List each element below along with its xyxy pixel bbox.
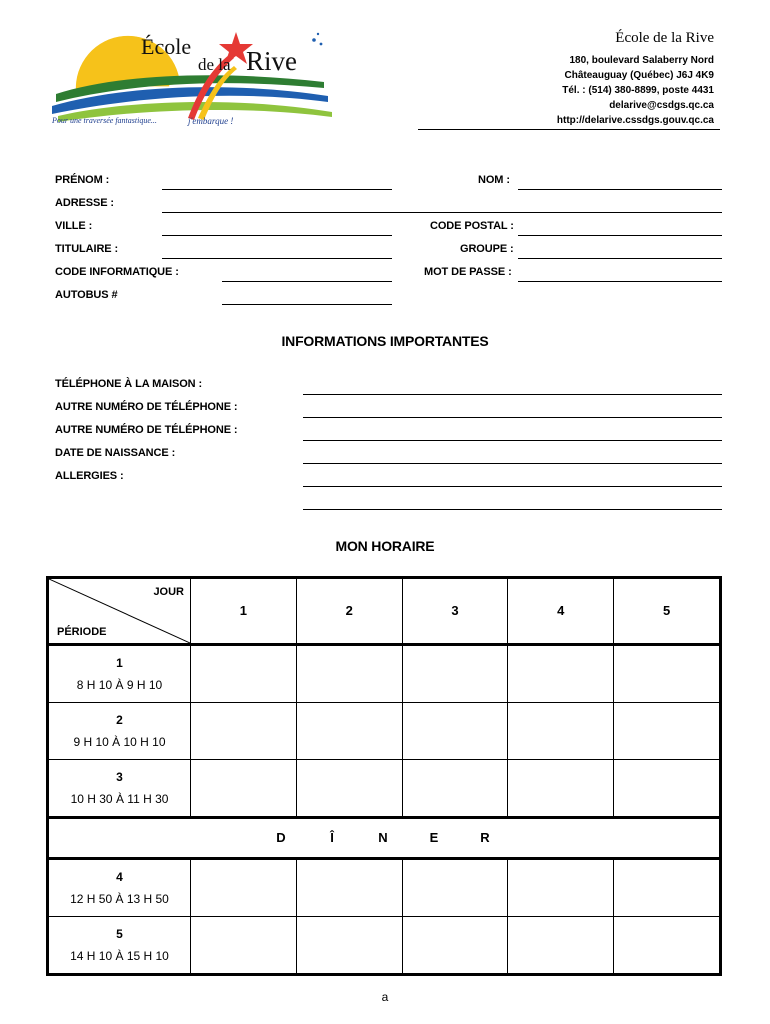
day-label: 1 bbox=[239, 603, 248, 618]
schedule-cell[interactable] bbox=[191, 645, 297, 703]
schedule-cell[interactable] bbox=[296, 859, 402, 917]
lunch-letter: N bbox=[378, 830, 390, 845]
schedule-cell[interactable] bbox=[296, 917, 402, 974]
nom-field[interactable] bbox=[518, 189, 722, 190]
page-footer: a bbox=[381, 990, 389, 1004]
ville-label: VILLE : bbox=[55, 220, 93, 232]
logo-word-ecole: École bbox=[141, 34, 192, 59]
logo-word-rive: Rive bbox=[246, 46, 297, 76]
period-time: 14 H 10 À 15 H 10 bbox=[70, 949, 169, 963]
header-divider bbox=[418, 129, 720, 130]
autobus-label: AUTOBUS # bbox=[55, 289, 118, 301]
phone-home-field[interactable] bbox=[303, 394, 722, 395]
schedule-cell[interactable] bbox=[508, 859, 614, 917]
period-time: 10 H 30 À 11 H 30 bbox=[70, 792, 169, 806]
code-informatique-field[interactable] bbox=[222, 281, 392, 282]
period-cell bbox=[49, 859, 191, 917]
period-number: 5 bbox=[116, 927, 123, 941]
schedule-cell[interactable] bbox=[191, 917, 297, 974]
schedule-cell[interactable] bbox=[402, 859, 508, 917]
schedule-cell[interactable] bbox=[402, 703, 508, 760]
schedule-cell[interactable] bbox=[508, 917, 614, 974]
schedule-cell[interactable] bbox=[614, 917, 720, 974]
schedule-cell[interactable] bbox=[614, 703, 720, 760]
period-row bbox=[49, 703, 720, 760]
period-row bbox=[49, 859, 720, 917]
period-number: 3 bbox=[116, 770, 123, 784]
groupe-label: GROUPE : bbox=[460, 243, 514, 255]
schedule-cell[interactable] bbox=[296, 645, 402, 703]
schedule-cell[interactable] bbox=[614, 859, 720, 917]
code-postal-label: CODE POSTAL : bbox=[430, 220, 514, 232]
lunch-label bbox=[257, 830, 512, 845]
period-number: 1 bbox=[116, 656, 123, 670]
phone-other1-label: AUTRE NUMÉRO DE TÉLÉPHONE : bbox=[55, 401, 238, 413]
nom-label: NOM : bbox=[478, 174, 510, 186]
period-cell bbox=[49, 645, 191, 703]
period-row bbox=[49, 917, 720, 974]
period-number: 4 bbox=[116, 870, 123, 884]
allergies-label: ALLERGIES : bbox=[55, 470, 124, 482]
period-row bbox=[49, 760, 720, 818]
day-header bbox=[296, 579, 402, 645]
mot-de-passe-field[interactable] bbox=[518, 281, 722, 282]
schedule-title: MON HORAIRE bbox=[335, 538, 435, 554]
school-name: École de la Rive bbox=[615, 30, 714, 46]
adresse-field[interactable] bbox=[162, 212, 722, 213]
titulaire-label: TITULAIRE : bbox=[55, 243, 119, 255]
school-email[interactable]: delarive@csdgs.qc.ca bbox=[609, 100, 714, 111]
ville-field[interactable] bbox=[162, 235, 392, 236]
day-label: 5 bbox=[662, 603, 671, 618]
school-logo bbox=[48, 22, 338, 134]
period-cell bbox=[49, 917, 191, 974]
code-postal-field[interactable] bbox=[518, 235, 722, 236]
logo-tagline: Pour une traversée fantastique... bbox=[52, 116, 157, 125]
schedule-cell[interactable] bbox=[402, 760, 508, 818]
schedule-cell[interactable] bbox=[191, 760, 297, 818]
schedule-cell[interactable] bbox=[508, 703, 614, 760]
schedule-cell[interactable] bbox=[191, 703, 297, 760]
groupe-field[interactable] bbox=[518, 258, 722, 259]
prenom-field[interactable] bbox=[162, 189, 392, 190]
school-url[interactable]: http://delarive.cssdgs.gouv.qc.ca bbox=[556, 115, 714, 126]
schedule-cell[interactable] bbox=[508, 645, 614, 703]
birthdate-label: DATE DE NAISSANCE : bbox=[55, 447, 176, 459]
period-time: 9 H 10 À 10 H 10 bbox=[73, 735, 166, 749]
birthdate-field[interactable] bbox=[303, 463, 722, 464]
lunch-letter: E bbox=[429, 830, 441, 845]
lunch-letter: Î bbox=[330, 830, 336, 845]
school-info bbox=[557, 30, 714, 128]
schedule-cell[interactable] bbox=[614, 760, 720, 818]
schedule-cell[interactable] bbox=[402, 645, 508, 703]
lunch-letter: D bbox=[276, 830, 288, 845]
schedule-cell[interactable] bbox=[402, 917, 508, 974]
phone-other1-field[interactable] bbox=[303, 417, 722, 418]
period-time: 8 H 10 À 9 H 10 bbox=[76, 678, 163, 692]
corner-cell bbox=[49, 579, 191, 645]
period-cell bbox=[49, 760, 191, 818]
school-phone: Tél. : (514) 380-8899, poste 4431 bbox=[562, 85, 714, 96]
autobus-field[interactable] bbox=[222, 304, 392, 305]
schedule-cell[interactable] bbox=[614, 645, 720, 703]
lunch-row bbox=[49, 818, 720, 859]
school-city: Châteauguay (Québec) J6J 4K9 bbox=[564, 70, 714, 81]
code-informatique-label: CODE INFORMATIQUE : bbox=[55, 266, 179, 278]
day-header bbox=[614, 579, 720, 645]
allergies-field-2[interactable] bbox=[303, 509, 722, 510]
phone-other2-label: AUTRE NUMÉRO DE TÉLÉPHONE : bbox=[55, 424, 238, 436]
day-label: 3 bbox=[451, 603, 459, 618]
corner-day-label: JOUR bbox=[153, 586, 184, 598]
schedule-cell[interactable] bbox=[296, 703, 402, 760]
day-label: 4 bbox=[557, 603, 565, 618]
schedule-cell[interactable] bbox=[191, 859, 297, 917]
allergies-field[interactable] bbox=[303, 486, 722, 487]
adresse-label: ADRESSE : bbox=[55, 197, 114, 209]
phone-other2-field[interactable] bbox=[303, 440, 722, 441]
day-label: 2 bbox=[345, 603, 353, 618]
phone-home-label: TÉLÉPHONE À LA MAISON : bbox=[55, 378, 203, 390]
prenom-label: PRÉNOM : bbox=[55, 174, 110, 186]
titulaire-field[interactable] bbox=[162, 258, 392, 259]
period-cell bbox=[49, 703, 191, 760]
schedule-cell[interactable] bbox=[296, 760, 402, 818]
logo-word-dela: de la bbox=[198, 55, 231, 74]
schedule-header-row bbox=[49, 579, 720, 645]
lunch-letter: R bbox=[480, 830, 492, 845]
corner-period-label: PÉRIODE bbox=[57, 626, 107, 638]
period-time: 12 H 50 À 13 H 50 bbox=[70, 892, 169, 906]
important-title: INFORMATIONS IMPORTANTES bbox=[281, 333, 489, 349]
logo-tagline-2: j'embarque ! bbox=[188, 116, 234, 126]
sparkles-icon bbox=[312, 33, 322, 46]
schedule-table bbox=[46, 576, 722, 976]
period-number: 2 bbox=[116, 713, 123, 727]
period-row bbox=[49, 645, 720, 703]
schedule-cell[interactable] bbox=[508, 760, 614, 818]
day-header bbox=[508, 579, 614, 645]
day-header bbox=[402, 579, 508, 645]
day-header bbox=[191, 579, 297, 645]
school-address: 180, boulevard Salaberry Nord bbox=[569, 55, 714, 66]
mot-de-passe-label: MOT DE PASSE : bbox=[424, 266, 512, 278]
lunch-cell bbox=[49, 818, 720, 859]
